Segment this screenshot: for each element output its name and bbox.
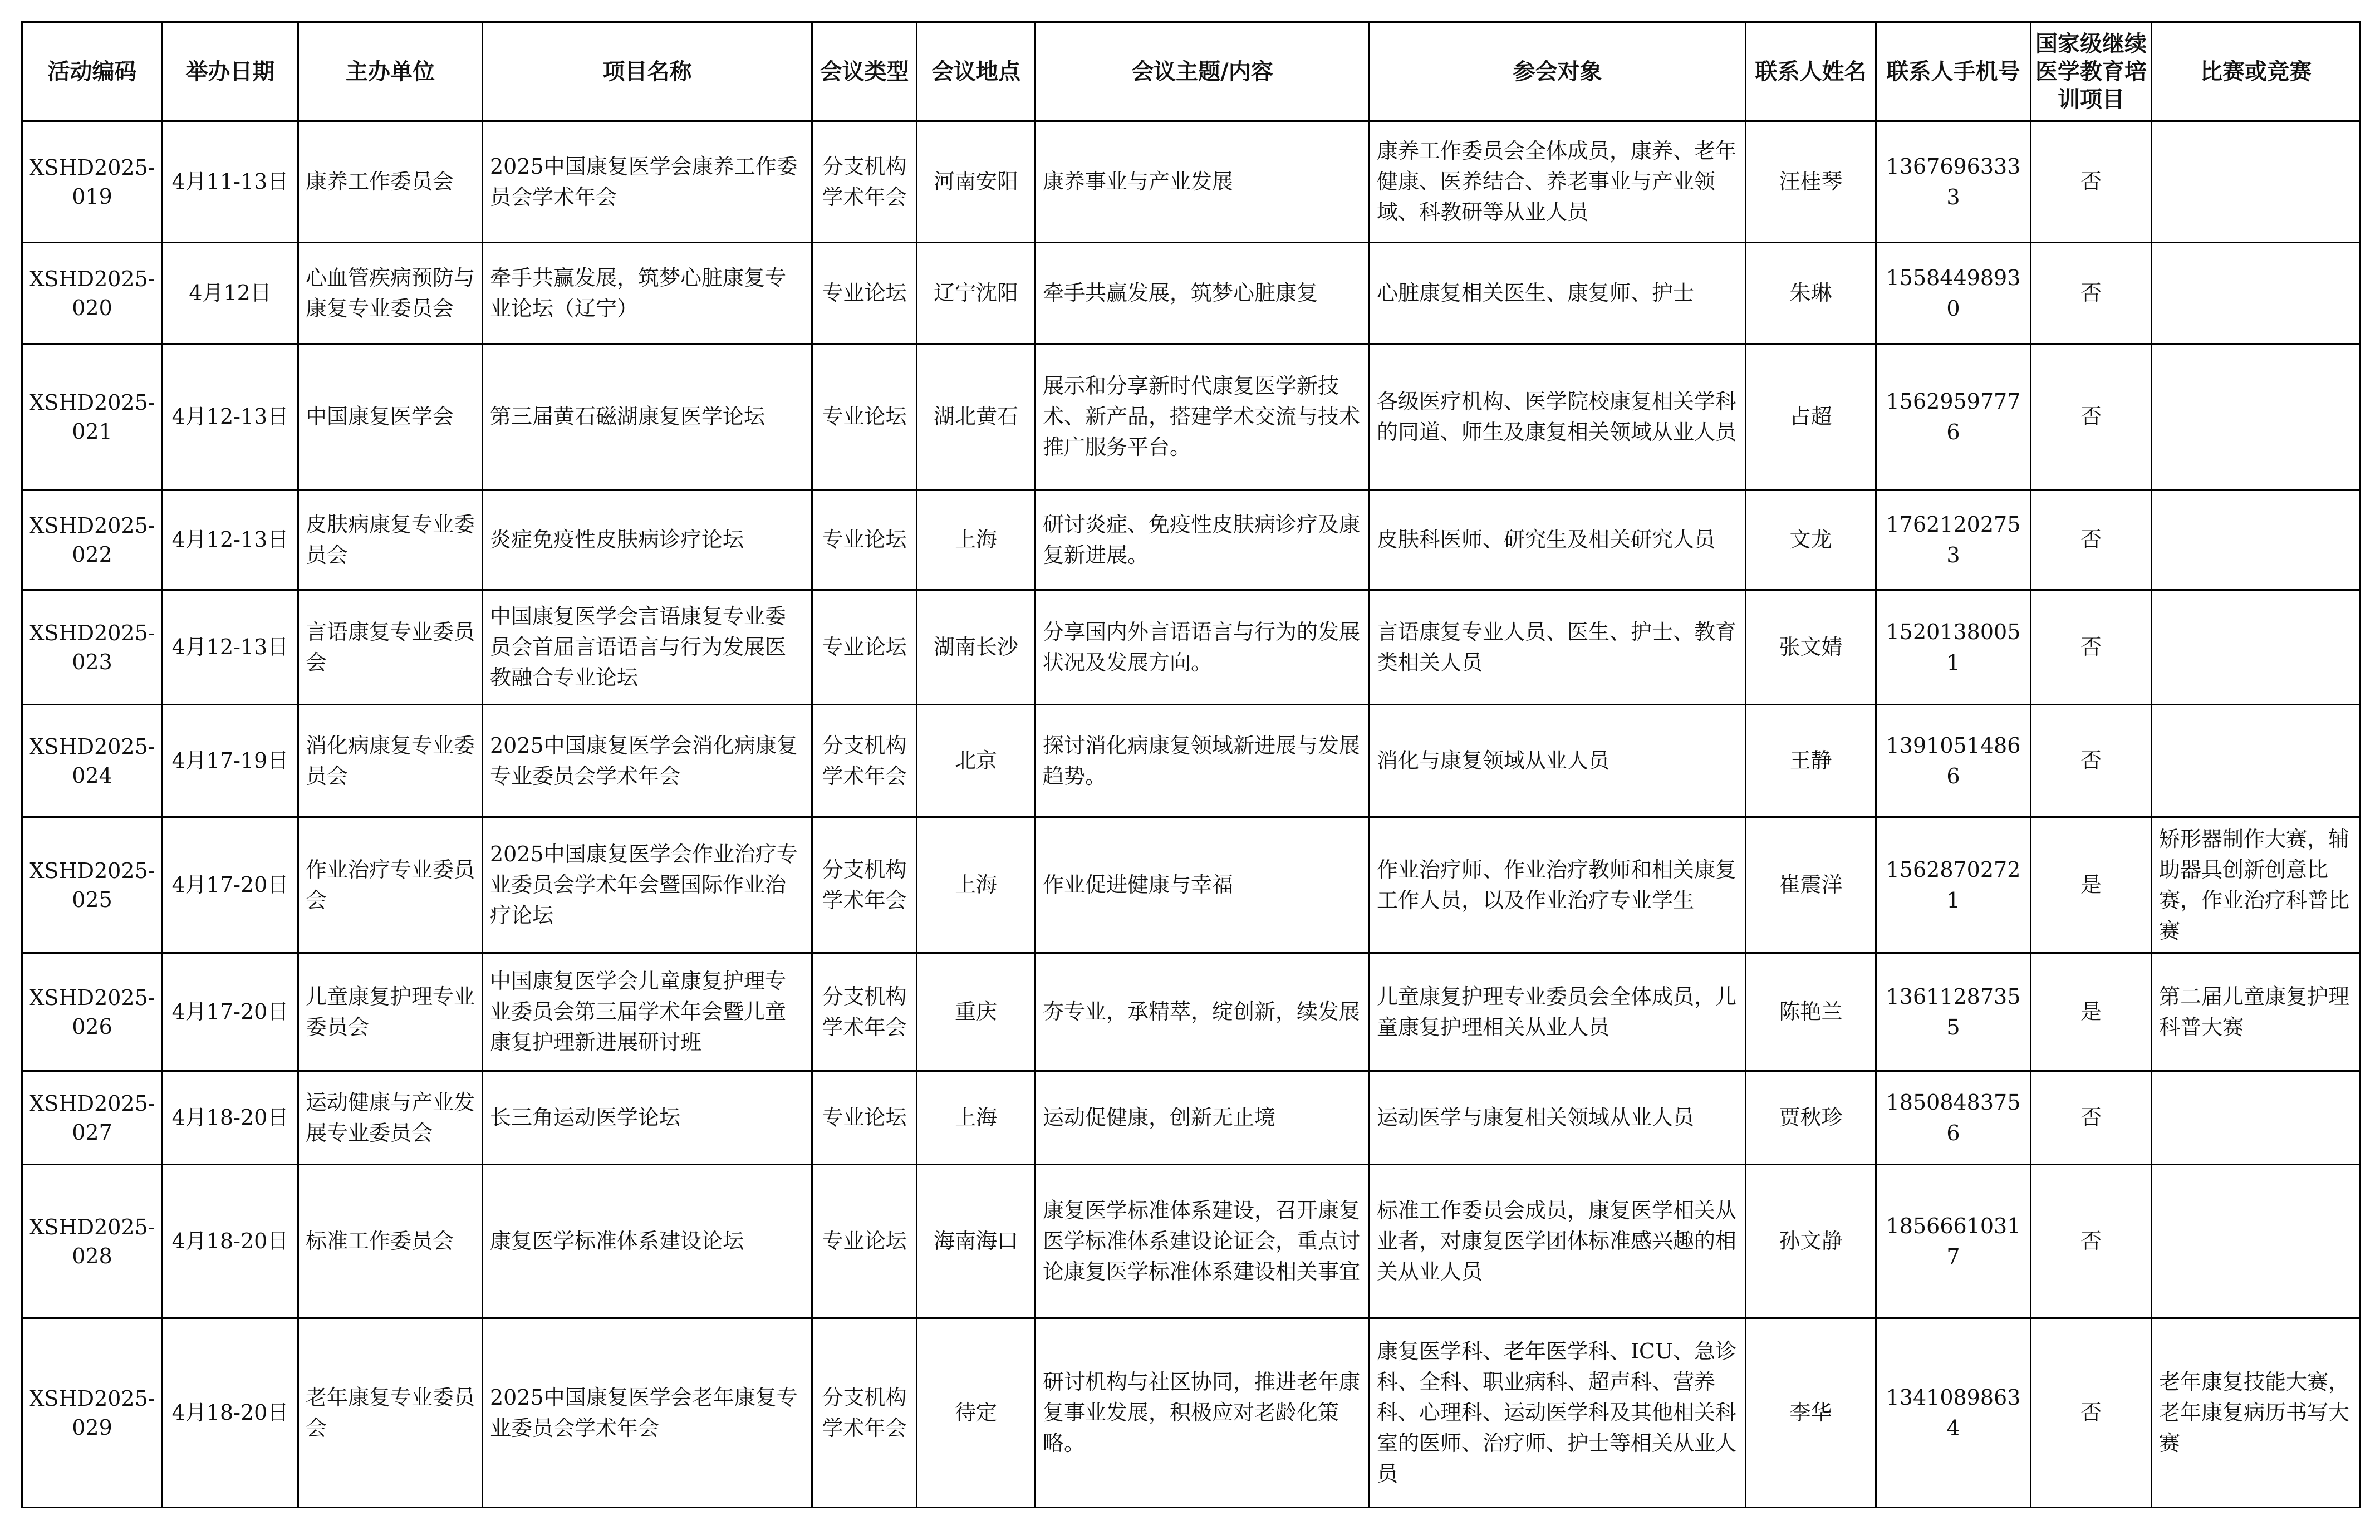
date-cell: 4月12-13日 <box>163 344 298 490</box>
contact-name-cell: 陈艳兰 <box>1746 953 1876 1071</box>
contact-name-cell: 孙文静 <box>1746 1165 1876 1318</box>
audience-cell: 言语康复专业人员、医生、护士、教育类相关人员 <box>1370 590 1746 705</box>
table-row <box>22 953 2361 1071</box>
activity-code-cell: XSHD2025-029 <box>22 1318 163 1508</box>
location-cell: 上海 <box>917 1071 1036 1165</box>
activity-code-cell: XSHD2025-021 <box>22 344 163 490</box>
organizer-cell: 皮肤病康复专业委员会 <box>298 490 483 590</box>
location-cell: 海南海口 <box>917 1165 1036 1318</box>
contact-name-cell: 李华 <box>1746 1318 1876 1508</box>
meeting-type-cell: 专业论坛 <box>812 590 917 705</box>
theme-cell: 探讨消化病康复领域新进展与发展趋势。 <box>1036 705 1370 817</box>
organizer-cell: 标准工作委员会 <box>298 1165 483 1318</box>
table-row <box>22 243 2361 344</box>
audience-cell: 儿童康复护理专业委员会全体成员，儿童康复护理相关从业人员 <box>1370 953 1746 1071</box>
project-name-cell: 2025中国康复医学会康养工作委员会学术年会 <box>483 121 812 243</box>
theme-cell: 康养事业与产业发展 <box>1036 121 1370 243</box>
table-row <box>22 490 2361 590</box>
meeting-type-cell: 分支机构学术年会 <box>812 1318 917 1508</box>
organizer-cell: 运动健康与产业发展专业委员会 <box>298 1071 483 1165</box>
contact-phone-cell: 18566610317 <box>1876 1165 2031 1318</box>
contact-phone-cell: 15201380051 <box>1876 590 2031 705</box>
header-row <box>22 22 2361 121</box>
cme-project-cell: 否 <box>2031 1165 2152 1318</box>
competition-cell: 老年康复技能大赛，老年康复病历书写大赛 <box>2152 1318 2361 1508</box>
contact-phone-cell: 15584498930 <box>1876 243 2031 344</box>
project-name-cell: 2025中国康复医学会老年康复专业委员会学术年会 <box>483 1318 812 1508</box>
meeting-type-cell: 分支机构学术年会 <box>812 817 917 953</box>
table-row <box>22 1318 2361 1508</box>
competition-cell <box>2152 243 2361 344</box>
contact-name-cell: 贾秋珍 <box>1746 1071 1876 1165</box>
meeting-type-cell: 分支机构学术年会 <box>812 121 917 243</box>
project-name-cell: 康复医学标准体系建设论坛 <box>483 1165 812 1318</box>
contact-name-cell: 占超 <box>1746 344 1876 490</box>
competition-cell: 矫形器制作大赛，辅助器具创新创意比赛，作业治疗科普比赛 <box>2152 817 2361 953</box>
competition-cell <box>2152 1165 2361 1318</box>
contact-phone-cell: 17621202753 <box>1876 490 2031 590</box>
table-body <box>22 121 2361 1508</box>
header-cell: 会议主题/内容 <box>1036 22 1370 121</box>
activity-code-cell: XSHD2025-023 <box>22 590 163 705</box>
competition-cell <box>2152 1071 2361 1165</box>
audience-cell: 消化与康复领域从业人员 <box>1370 705 1746 817</box>
header-cell: 活动编码 <box>22 22 163 121</box>
meeting-type-cell: 专业论坛 <box>812 344 917 490</box>
theme-cell: 运动促健康，创新无止境 <box>1036 1071 1370 1165</box>
project-name-cell: 长三角运动医学论坛 <box>483 1071 812 1165</box>
cme-project-cell: 否 <box>2031 344 2152 490</box>
date-cell: 4月12-13日 <box>163 490 298 590</box>
project-name-cell: 中国康复医学会儿童康复护理专业委员会第三届学术年会暨儿童康复护理新进展研讨班 <box>483 953 812 1071</box>
competition-cell <box>2152 705 2361 817</box>
cme-project-cell: 否 <box>2031 590 2152 705</box>
activity-code-cell: XSHD2025-027 <box>22 1071 163 1165</box>
location-cell: 北京 <box>917 705 1036 817</box>
contact-name-cell: 朱琳 <box>1746 243 1876 344</box>
activity-code-cell: XSHD2025-024 <box>22 705 163 817</box>
table-row <box>22 344 2361 490</box>
activity-code-cell: XSHD2025-028 <box>22 1165 163 1318</box>
activity-code-cell: XSHD2025-026 <box>22 953 163 1071</box>
cme-project-cell: 否 <box>2031 1071 2152 1165</box>
competition-cell <box>2152 590 2361 705</box>
header-cell: 会议地点 <box>917 22 1036 121</box>
audience-cell: 康养工作委员会全体成员，康养、老年健康、医养结合、养老事业与产业领域、科教研等从业人员 <box>1370 121 1746 243</box>
table-row <box>22 1071 2361 1165</box>
project-name-cell: 2025中国康复医学会作业治疗专业委员会学术年会暨国际作业治疗论坛 <box>483 817 812 953</box>
audience-cell: 各级医疗机构、医学院校康复相关学科的同道、师生及康复相关领域从业人员 <box>1370 344 1746 490</box>
activity-code-cell: XSHD2025-025 <box>22 817 163 953</box>
theme-cell: 夯专业，承精萃，绽创新，续发展 <box>1036 953 1370 1071</box>
competition-cell <box>2152 490 2361 590</box>
meeting-type-cell: 分支机构学术年会 <box>812 953 917 1071</box>
cme-project-cell: 否 <box>2031 705 2152 817</box>
date-cell: 4月18-20日 <box>163 1318 298 1508</box>
contact-phone-cell: 15628702721 <box>1876 817 2031 953</box>
header-cell: 举办日期 <box>163 22 298 121</box>
table-row <box>22 817 2361 953</box>
header-cell: 主办单位 <box>298 22 483 121</box>
organizer-cell: 康养工作委员会 <box>298 121 483 243</box>
cme-project-cell: 否 <box>2031 490 2152 590</box>
date-cell: 4月17-19日 <box>163 705 298 817</box>
theme-cell: 研讨机构与社区协同，推进老年康复事业发展，积极应对老龄化策略。 <box>1036 1318 1370 1508</box>
date-cell: 4月18-20日 <box>163 1071 298 1165</box>
meeting-type-cell: 专业论坛 <box>812 243 917 344</box>
audience-cell: 标准工作委员会成员，康复医学相关从业者，对康复医学团体标准感兴趣的相关从业人员 <box>1370 1165 1746 1318</box>
organizer-cell: 作业治疗专业委员会 <box>298 817 483 953</box>
organizer-cell: 儿童康复护理专业委员会 <box>298 953 483 1071</box>
activity-code-cell: XSHD2025-019 <box>22 121 163 243</box>
contact-phone-cell: 18508483756 <box>1876 1071 2031 1165</box>
cme-project-cell: 是 <box>2031 817 2152 953</box>
cme-project-cell: 否 <box>2031 243 2152 344</box>
theme-cell: 康复医学标准体系建设，召开康复医学标准体系建设论证会，重点讨论康复医学标准体系建设相关事宜 <box>1036 1165 1370 1318</box>
location-cell: 上海 <box>917 490 1036 590</box>
project-name-cell: 牵手共赢发展，筑梦心脏康复专业论坛（辽宁） <box>483 243 812 344</box>
header-cell: 会议类型 <box>812 22 917 121</box>
meeting-type-cell: 分支机构学术年会 <box>812 705 917 817</box>
contact-name-cell: 王静 <box>1746 705 1876 817</box>
project-name-cell: 中国康复医学会言语康复专业委员会首届言语语言与行为发展医教融合专业论坛 <box>483 590 812 705</box>
meeting-type-cell: 专业论坛 <box>812 1165 917 1318</box>
header-cell: 项目名称 <box>483 22 812 121</box>
location-cell: 辽宁沈阳 <box>917 243 1036 344</box>
theme-cell: 研讨炎症、免疫性皮肤病诊疗及康复新进展。 <box>1036 490 1370 590</box>
organizer-cell: 中国康复医学会 <box>298 344 483 490</box>
competition-cell <box>2152 121 2361 243</box>
organizer-cell: 心血管疾病预防与康复专业委员会 <box>298 243 483 344</box>
location-cell: 上海 <box>917 817 1036 953</box>
contact-phone-cell: 13611287355 <box>1876 953 2031 1071</box>
events-table <box>21 21 2361 1508</box>
cme-project-cell: 否 <box>2031 121 2152 243</box>
competition-cell <box>2152 344 2361 490</box>
contact-name-cell: 崔震洋 <box>1746 817 1876 953</box>
competition-cell: 第二届儿童康复护理科普大赛 <box>2152 953 2361 1071</box>
cme-project-cell: 否 <box>2031 1318 2152 1508</box>
audience-cell: 皮肤科医师、研究生及相关研究人员 <box>1370 490 1746 590</box>
date-cell: 4月12-13日 <box>163 590 298 705</box>
date-cell: 4月17-20日 <box>163 817 298 953</box>
contact-name-cell: 文龙 <box>1746 490 1876 590</box>
table-row <box>22 705 2361 817</box>
project-name-cell: 2025中国康复医学会消化病康复专业委员会学术年会 <box>483 705 812 817</box>
activity-code-cell: XSHD2025-020 <box>22 243 163 344</box>
project-name-cell: 炎症免疫性皮肤病诊疗论坛 <box>483 490 812 590</box>
audience-cell: 运动医学与康复相关领域从业人员 <box>1370 1071 1746 1165</box>
theme-cell: 牵手共赢发展，筑梦心脏康复 <box>1036 243 1370 344</box>
activity-code-cell: XSHD2025-022 <box>22 490 163 590</box>
location-cell: 河南安阳 <box>917 121 1036 243</box>
header-cell: 比赛或竞赛 <box>2152 22 2361 121</box>
table-row <box>22 590 2361 705</box>
theme-cell: 展示和分享新时代康复医学新技术、新产品，搭建学术交流与技术推广服务平台。 <box>1036 344 1370 490</box>
organizer-cell: 言语康复专业委员会 <box>298 590 483 705</box>
contact-phone-cell: 13410898634 <box>1876 1318 2031 1508</box>
meeting-type-cell: 专业论坛 <box>812 490 917 590</box>
cme-project-cell: 是 <box>2031 953 2152 1071</box>
theme-cell: 作业促进健康与幸福 <box>1036 817 1370 953</box>
header-cell: 参会对象 <box>1370 22 1746 121</box>
audience-cell: 康复医学科、老年医学科、ICU、急诊科、全科、职业病科、超声科、营养科、心理科、运动医学科及其他相关科室的医师、治疗师、护士等相关从业人员 <box>1370 1318 1746 1508</box>
organizer-cell: 消化病康复专业委员会 <box>298 705 483 817</box>
header-cell: 联系人姓名 <box>1746 22 1876 121</box>
header-cell: 国家级继续医学教育培训项目 <box>2031 22 2152 121</box>
header-cell: 联系人手机号 <box>1876 22 2031 121</box>
contact-phone-cell: 13910514866 <box>1876 705 2031 817</box>
contact-phone-cell: 15629597776 <box>1876 344 2031 490</box>
meeting-type-cell: 专业论坛 <box>812 1071 917 1165</box>
project-name-cell: 第三届黄石磁湖康复医学论坛 <box>483 344 812 490</box>
contact-name-cell: 张文婧 <box>1746 590 1876 705</box>
date-cell: 4月12日 <box>163 243 298 344</box>
date-cell: 4月18-20日 <box>163 1165 298 1318</box>
contact-name-cell: 汪桂琴 <box>1746 121 1876 243</box>
audience-cell: 作业治疗师、作业治疗教师和相关康复工作人员，以及作业治疗专业学生 <box>1370 817 1746 953</box>
events-sheet <box>21 21 2361 1508</box>
contact-phone-cell: 13676963333 <box>1876 121 2031 243</box>
date-cell: 4月17-20日 <box>163 953 298 1071</box>
date-cell: 4月11-13日 <box>163 121 298 243</box>
location-cell: 重庆 <box>917 953 1036 1071</box>
audience-cell: 心脏康复相关医生、康复师、护士 <box>1370 243 1746 344</box>
theme-cell: 分享国内外言语语言与行为的发展状况及发展方向。 <box>1036 590 1370 705</box>
organizer-cell: 老年康复专业委员会 <box>298 1318 483 1508</box>
location-cell: 湖北黄石 <box>917 344 1036 490</box>
table-row <box>22 1165 2361 1318</box>
location-cell: 待定 <box>917 1318 1036 1508</box>
table-row <box>22 121 2361 243</box>
location-cell: 湖南长沙 <box>917 590 1036 705</box>
